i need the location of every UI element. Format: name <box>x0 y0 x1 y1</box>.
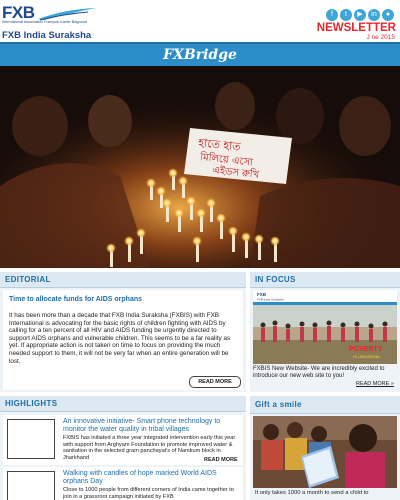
thumb-caption-universal: IS UNIVERSAL <box>353 354 381 359</box>
highlight-item <box>3 415 243 465</box>
highlight-read-more-link[interactable]: READ MORE <box>204 457 238 463</box>
highlights-section <box>0 396 246 500</box>
poster-text-2: মিলিয়ে এসো <box>199 152 254 169</box>
editorial-card <box>3 290 243 390</box>
thumb-logo: FXB <box>257 292 266 297</box>
in-focus-section <box>250 272 400 392</box>
gift-a-smile-section <box>250 396 400 500</box>
section-title: Gift a smile <box>255 400 302 409</box>
website-screenshot-image <box>253 290 397 364</box>
in-focus-read-more-link[interactable]: READ MORE » <box>356 381 394 387</box>
fxbridge-banner <box>0 42 400 66</box>
highlight-title[interactable]: An innovative initiative- Smart phone technology to monitor the water quality in tribal villages <box>63 418 221 433</box>
issue-date: J ne 2015 <box>366 34 395 41</box>
section-title: IN FOCUS <box>255 275 296 284</box>
org-name: FXB India Suraksha <box>2 30 92 41</box>
in-focus-text: FXBIS New Website- We are incredibly excited to introduce our new web site to you! <box>253 366 385 379</box>
highlights-header <box>0 396 246 412</box>
newsletter-label: NEWSLETTER <box>316 22 396 34</box>
flickr-icon[interactable]: ● <box>382 9 394 21</box>
fxb-logo[interactable] <box>2 3 98 41</box>
social-links <box>326 9 394 21</box>
editorial-body: It has been more than a decade that FXB India Suraksha (FXBIS) with FXB International is advocating for the basic rights of children fighting with AIDS by calling for a ten percent of all HIV and AIDS funding be urgently directed to support AIDS orphans and vulnerable children. This seems to be a far reality as yet. If appropriate action is not taken on time to focus on providing the much needed support to them, it will not be very far when an entire generation will be lost. <box>9 312 231 365</box>
newsletter-header <box>0 0 400 42</box>
highlight-thumbnail[interactable] <box>7 471 55 500</box>
children-photo[interactable] <box>253 416 397 488</box>
highlight-body: FXBIS has initiated a three year integrated intervention early this year with support from Arghyam Foundation to promote improved water & sanitation in the selected gram panchayat's of Namkum block in Jharkhand <box>63 435 236 461</box>
youtube-icon[interactable]: ▶ <box>354 9 366 21</box>
read-more-button[interactable]: READ MORE <box>189 376 241 388</box>
logo-subtitle: International Association François-Xavier Bagnoud <box>2 20 88 24</box>
in-focus-header <box>250 272 400 288</box>
highlight-item <box>3 467 243 500</box>
logo-mark: FXB <box>2 3 35 22</box>
hero-image <box>0 66 400 268</box>
editorial-title[interactable]: Time to allocate funds for AIDS orphans <box>9 296 143 303</box>
thumb-caption-poverty: POVERTY <box>349 346 383 353</box>
gift-text: It only takes 1000 a month to send a child to <box>255 490 369 496</box>
gift-header <box>250 396 400 414</box>
highlight-thumbnail[interactable] <box>7 419 55 459</box>
candle-vigil-illustration <box>0 66 400 268</box>
banner-title: FXBridge <box>163 47 237 63</box>
poster-text-1: হাতে হাত <box>197 136 242 154</box>
section-title: HIGHLIGHTS <box>5 399 58 408</box>
twitter-icon[interactable]: t <box>340 9 352 21</box>
website-thumbnail[interactable] <box>253 290 397 364</box>
section-title: EDITORIAL <box>5 275 51 284</box>
highlight-body: Close to 1000 people from different corners of India came together to join in a grassroot campaign initiated by FXB <box>63 487 234 500</box>
linkedin-icon[interactable]: in <box>368 9 380 21</box>
thumb-brand: FXB India Suraksha <box>257 297 284 302</box>
poster-text-3: এইডস রুখি <box>211 165 260 181</box>
facebook-icon[interactable]: f <box>326 9 338 21</box>
editorial-section <box>0 272 246 392</box>
children-photo-image <box>253 416 397 488</box>
logo-swoosh-icon <box>36 7 98 21</box>
editorial-header <box>0 272 246 288</box>
highlight-title[interactable]: Walking with candles of hope marked World AIDS orphans Day <box>63 470 217 485</box>
